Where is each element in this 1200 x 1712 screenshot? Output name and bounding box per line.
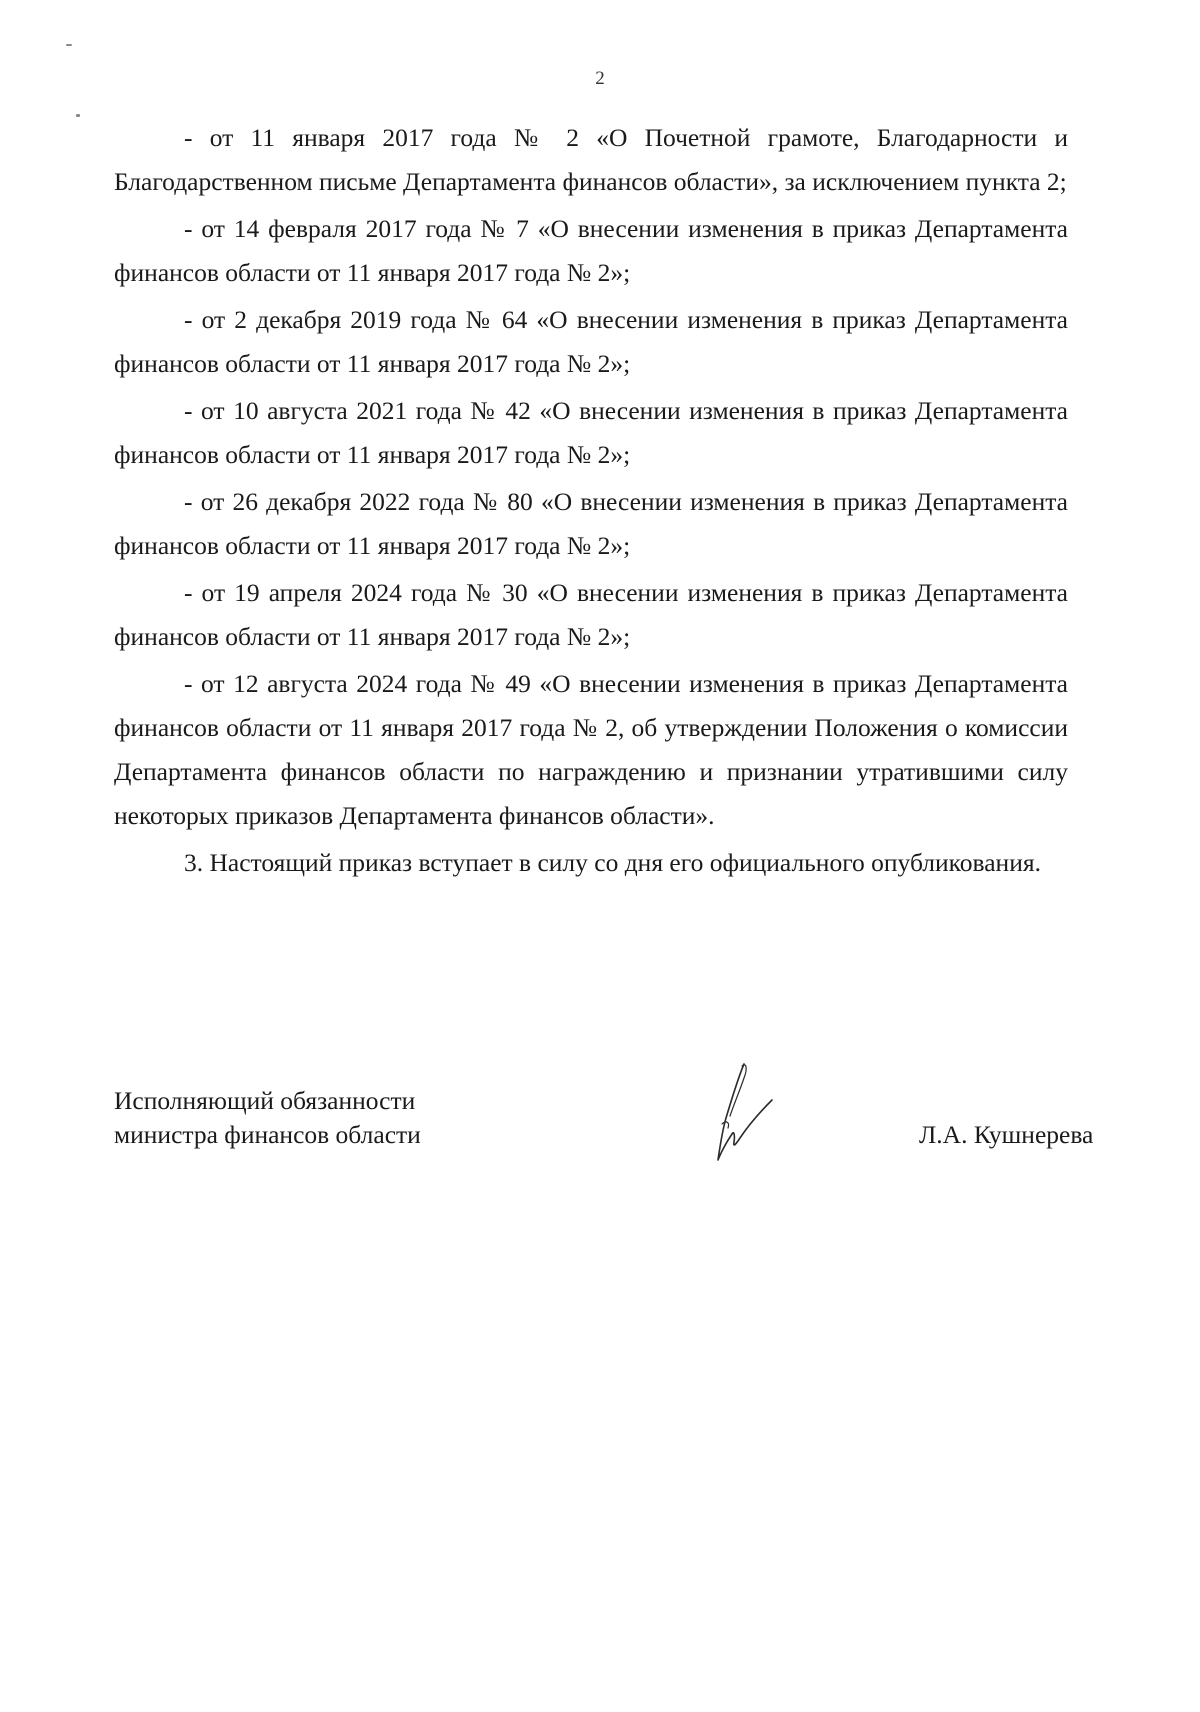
page-number: 2 (595, 68, 605, 89)
list-item-order-2022-12-26: - от 26 декабря 2022 года № 80 «О внесении изменения в приказ Департамента финансов области от 11 января 2017 года № 2»; (114, 487, 1068, 560)
signatory-title-line-1: Исполняющий обязанности (114, 1086, 416, 1115)
document-body (114, 116, 1068, 888)
signature-block (114, 1084, 1114, 1194)
scan-speck (76, 114, 80, 117)
signatory-title (114, 1084, 534, 1152)
list-item-order-2024-08-12: - от 12 августа 2024 года № 49 «О внесении изменения в приказ Департамента финансов области от 11 января 2017 года № 2, об утверждении Положения о комиссии Департамента финансов области по награждению и признании утратившими силу некоторых приказов Департамента финансов области». (114, 669, 1068, 830)
list-item-order-2021-08-10: - от 10 августа 2021 года № 42 «О внесении изменения в приказ Департамента финансов области от 11 января 2017 года № 2»; (114, 396, 1068, 469)
list-item-order-2024-04-19: - от 19 апреля 2024 года № 30 «О внесении изменения в приказ Департамента финансов области от 11 января 2017 года № 2»; (114, 578, 1068, 651)
list-item-order-2017-02-14: - от 14 февраля 2017 года № 7 «О внесении изменения в приказ Департамента финансов области от 11 января 2017 года № 2»; (114, 214, 1068, 287)
scan-speck (66, 44, 72, 46)
list-item-order-2017-01-11: - от 11 января 2017 года № 2 «О Почетной грамоте, Благодарности и Благодарственном письме Департамента финансов области», за исключением пункта 2; (114, 123, 1068, 196)
handwritten-signature (692, 1060, 782, 1170)
signatory-title-line-2: министра финансов области (114, 1120, 421, 1149)
clause-3-effective-date: 3. Настоящий приказ вступает в силу со дня его официального опубликования. (184, 848, 1041, 877)
signatory-name: Л.А. Кушнерева (919, 1120, 1094, 1149)
list-item-order-2019-12-02: - от 2 декабря 2019 года № 64 «О внесении изменения в приказ Департамента финансов области от 11 января 2017 года № 2»; (114, 305, 1068, 378)
